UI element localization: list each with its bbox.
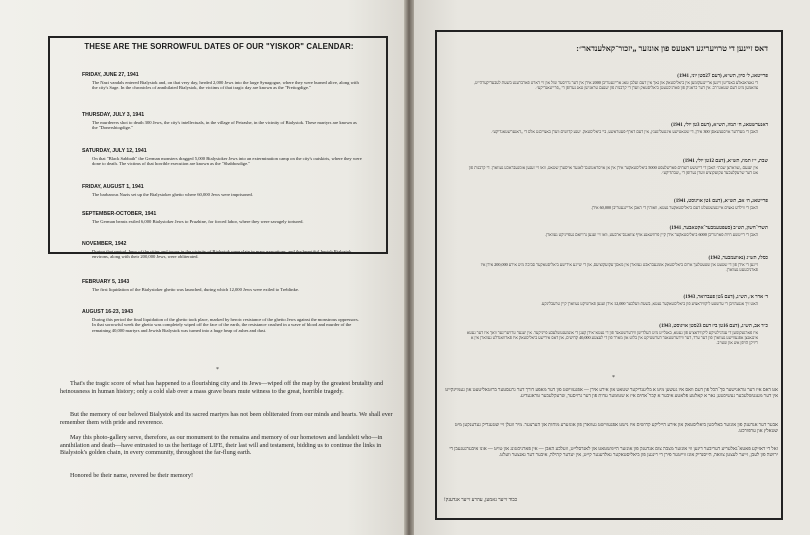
entry-date: FRIDAY, AUGUST 1, 1941 bbox=[82, 184, 144, 190]
entry-text: During that period, Jews of the cities and towns in the vicinity of Bialystok were slain in mass executions, and the beautiful Jewish Bialystok environs, along with their 200,000 Jews, were obliterated. bbox=[92, 248, 352, 260]
calendar-entry bbox=[72, 148, 370, 167]
entry-date: SEPTEMBER-OCTOBER, 1941 bbox=[82, 211, 157, 217]
calendar-entry bbox=[72, 309, 370, 333]
yiddish-paragraph: אבער דער אנדענק פון אונזער באליבטן ביאליסטאק און אירע הייליקע קדושים איז נישט אפגעווישט געווארן פון אונזערע מוחות און הערצער. מיר וועלן זיי שטענדיק געדענקען מיט שטאלץ און ערפורכט. bbox=[454, 423, 778, 435]
entry-text: On that "Black Sabbath" the German monsters dragged 5,000 Bialystoker Jews into an extermination camp on the city's outskirts, where they were done to death. The victims of that horrible execution are known as the "Shabbosdige." bbox=[92, 155, 362, 167]
entry-date: SATURDAY, JULY 12, 1941 bbox=[82, 148, 147, 154]
yiddish-entry-date: כ״ד אב, תש״ג, (דעם 16טן ביז דעם 23סטן אויגוסט, 1943) bbox=[659, 324, 768, 329]
yiddish-entry-text: זיינען די אידן פון די שטעט און שטעטלעך ארום ביאליסטאק אומגעבראכט געווארן אין מאסן־עקזעקוציעס, און די שיינע אידישע ביאליסטאקער סביבה מיט אירע 200,000 אידן איז פארניכטעט געווארן. bbox=[480, 262, 758, 273]
calendar-entry bbox=[72, 279, 370, 292]
yiddish-entry-date: שבת, י״ז תמוז, תש״א, (דעם 12טן יולי, 1941) bbox=[683, 159, 768, 164]
yiddish-entry-date: דאנערשטאג, ח׳ תמוז, תש״א, (דעם 3טן יולי, 1941) bbox=[671, 123, 768, 128]
yiddish-entry bbox=[452, 159, 774, 175]
calendar-entry bbox=[72, 241, 370, 260]
yiddish-entry-date: פרייטאג, ח׳ אב, תש״א, (דעם 1טן אויגוסט, 1941) bbox=[674, 199, 768, 204]
entry-text: The German beasts exiled 6,000 Bialystoker Jews to Pruzhine, for forced labor, where they were savagely tortured. bbox=[92, 218, 304, 224]
entry-text: The first liquidation of the Bialystoker ghetto was launched, during which 12,000 Jews were exiled to Treblinke. bbox=[92, 286, 300, 292]
yiddish-entry-date: ד׳ אדר א׳, תש״ג, (דעם 5טן פעברואר, 1943) bbox=[683, 295, 768, 300]
yiddish-entry-text: אין יענעם „שווארצן שבת״ האבן די דייטשע רוצחים פארשלעפט 5000 ביאליסטאקער אידן אין אן אויסראטונגס־לאגער אויסערן שטאט, וואו זיי זענען אומגעבראכט געווארן. די קרבנות פון אט דער שרעקלעכער עקזעקוציע ווערן גערופן די „שבתדיקע״. bbox=[468, 165, 758, 176]
yiddish-entry-text: האט זיך אנגעהויבן די ערשטע ליקווידאציע פון ביאליסטאקער געטא, בשעת וועלכער 12,000 אידן זענען פארשיקט געווארן קיין טרעבלינקע. bbox=[540, 301, 758, 306]
yiddish-paragraph: אט דאס איז דער טראגישער סך־הכל פון דעם וואס איז געשען מיט א בליענדיקער שטאט און אירע אידן — אפגעווישט פון דער מאפע דורך דער גרעסטער ברוטאליטעט און געמיינקייט אין דער מענטשלעכער געשיכטע; נאר א קאלטע פלאטע איבער א קבר־אחים איז א שטומער עדות פון דער גרויסער, שרעקלעכער טראגעדיע. bbox=[445, 388, 778, 400]
closing-paragraph: But the memory of our beloved Bialystok and its sacred martyrs has not been obliterated from our minds and hearts. We shall ever remember them with pride and reverence. bbox=[60, 411, 393, 426]
yiddish-paragraph: זאל די דאזיקע פאטא־גאלעריע דעריבער דינען ווי אונזער מצבה צום אנדענק פון אונזער היימשטאט און לאנדסלייט, וועלכע האבן — אין פארניכטונג און טויט — אונז איבערגעגעבן די ירושה פון לעבן, זייער לעצטן צוואה, הייסנדיק אונז ווייטער פירן די רינגען פון ביאליסטאקער גאלדענער קייט, אין יעדער קהילה, איבער דער גאנצער וועלט. bbox=[449, 447, 778, 459]
entry-date: NOVEMBER, 1942 bbox=[82, 241, 127, 247]
yiddish-entry bbox=[452, 226, 774, 237]
yiddish-title: דאס זיינען די טרויעריגע דאטעס פון אונזער „יזכור־קאלענדאר״: bbox=[576, 44, 768, 53]
yiddish-entry bbox=[452, 295, 774, 306]
yiddish-entry bbox=[452, 123, 774, 134]
yiddish-entry-text: האבן די ווילדע נאצים איינגעשטעלט דעם ביאליסטאקער געטא, וואוהין די האבן אריינגעטריבן 60,000 אידן. bbox=[590, 205, 758, 210]
section-separator: * bbox=[216, 367, 219, 373]
yiddish-entry bbox=[452, 199, 774, 210]
yiddish-entry-date: תשרי־חשון, תש״ב (סעפטעמבער־אקטאבער, 1941) bbox=[669, 226, 768, 231]
closing-paragraph: May this photo-gallery serve, therefore, as our monument to the remains and memory of our hometown and landsleit who—in annihilation and death—have entrusted to us the heritage of LIFE, their last will and testament, bidding us to continue the links in Bialystok's golden chain, in every community, throughout the far-flung earth. bbox=[60, 434, 383, 457]
entry-text: The barbarous Nazis set up the Bialystoker ghetto where 60,000 Jews were imprisoned. bbox=[92, 191, 253, 197]
yiddish-entry bbox=[452, 74, 774, 90]
entry-date: FEBRUARY 5, 1943 bbox=[82, 279, 130, 285]
yiddish-separator: * bbox=[612, 375, 615, 381]
entry-text: The Nazi vandals entered Bialystok and, on that very day, herded 2,000 Jews into the large Synagogue, where they were burned alive, along with the city's Sage. In the chronicles of annihilated Bialystok, the victims of that tragic day are known as the "Freitogdige." bbox=[92, 79, 359, 91]
entry-date: THURSDAY, JULY 3, 1941 bbox=[82, 112, 145, 118]
entry-text: During this period the final liquidation of the ghetto took place, marked by heroic resistance of the ghetto Jews against the monstrous oppressors. In that sorrowful week the ghetto was completely wiped off the face of the earth, the resistance crushed in a wave of blood and murder of the remaining 40,000 martyrs and Jewish Bialystok was turned into a huge heap of ashes and dust. bbox=[92, 316, 359, 333]
yiddish-entry-date: כסלו, תש״ג (נאוועמבער, 1942) bbox=[708, 256, 768, 261]
yiddish-entry-text: האבן די מערדער אויסגעשאסן 300 אידן, די שטאטישע אינטעליגענץ, אין דעם דארף פעטראשע, בײ ביאליסטאק. יענע קדושים ווערן באצייכנט אלס די „דאנערשטאגדיקע״. bbox=[490, 129, 758, 134]
yiddish-entry-text: האבן די דייטשע חיות פארטריבן 6000 ביאליסטאקער אידן קיין פרוזשאנע אויף צוואנגס־ארבעט, וואו זיי זענען גרויזאם געפייניקט געווארן. bbox=[544, 232, 758, 237]
entry-text: The murderers shot to death 300 Jews, the city's intellectuals, in the village of Petrashe, in the vicinity of Bialystok. These martyrs are known as the "Donershtogdige." bbox=[92, 119, 357, 131]
entry-date: FRIDAY, JUNE 27, 1941 bbox=[82, 72, 139, 78]
yiddish-closing: כבוד זייער נאמען, עהרע זייער אנדענק! bbox=[444, 498, 518, 503]
calendar-entry bbox=[72, 184, 370, 197]
calendar-entry bbox=[72, 112, 370, 131]
yiddish-entry-text: איז פארגעקומען די ענדגילטיקע ליקווידאציע פון געטא, באגלייט מיט העלדישן ווידערשטאנד פון די געטא־אידן קעגן די אונמענטשלעכע פייניקער. אין יענער טרויעריגער וואך איז דער געטא אינגאנצן אפגעווישט געווארן פון דער ערד, דער ווידערשטאנד דערשטיקט אין בלוט און מארד פון די לעצטע 40,000 קדושים, און דאס אידישע ביאליסטאק איז פארוואנדלט געווארן אין א ריזיקן הויפן אש און שטויב. bbox=[466, 330, 758, 346]
closing-paragraph: Honored be their name, revered be their memory! bbox=[70, 472, 194, 479]
yiddish-entry-date: פרייטאג, ל׳ סיון, תש״א, (דעם 27סטן יוני, 1941) bbox=[677, 74, 768, 79]
yiddish-entry bbox=[452, 256, 774, 272]
yiddish-entry bbox=[452, 324, 774, 346]
calendar-title: THESE ARE THE SORROWFUL DATES OF OUR "YISKOR" CALENDAR: bbox=[84, 42, 354, 51]
book-gutter bbox=[404, 0, 414, 535]
yiddish-entry-text: די נאציאנאלע באנדיטן זיינען אריינגעקומען אין ביאליסטאק און נאך אין דעם זעלבן טאג ארייגעטריבן 2000 אידן אין דער גרויסער שול און זיי דארט פארברענט בשעת לעבעדיקערהייט, צוזאמען מיט דעם שטאט־רב. אין דער כראניק פון פארניכטעטן ביאליסטאק ווערן די קרבנות פון יענעם טראגישן טאג גערופן די „פרייטאגדיקע״. bbox=[473, 80, 758, 91]
entry-date: AUGUST 16-23, 1943 bbox=[82, 309, 134, 315]
calendar-entry bbox=[72, 72, 370, 91]
calendar-entry bbox=[72, 211, 370, 224]
closing-paragraph: That's the tragic score of what has happened to a flourishing city and its Jews—wiped off the map by the greatest brutality and heinousness in human history; only a cold slab over a mass grave bears mute witness to the great, horrible tragedy. bbox=[60, 380, 384, 395]
